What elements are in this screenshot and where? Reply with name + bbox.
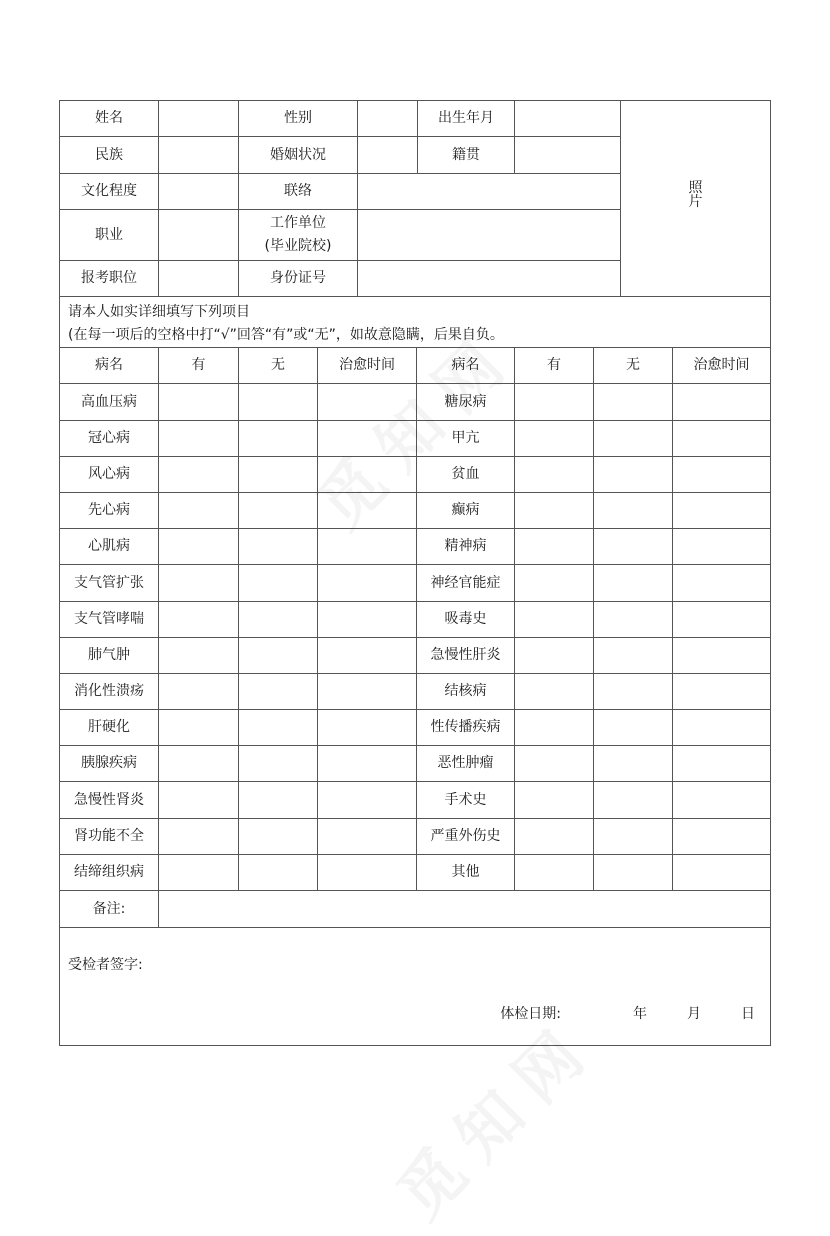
ethnicity-label: 民族: [60, 137, 159, 174]
remarks-label: 备注:: [60, 891, 159, 928]
cure-time-field[interactable]: [318, 855, 417, 891]
disease-left: 冠心病: [60, 421, 159, 457]
cure-time-field[interactable]: [673, 855, 770, 891]
none-checkbox[interactable]: [239, 421, 318, 457]
disease-right: 神经官能症: [417, 565, 515, 602]
none-checkbox[interactable]: [239, 529, 318, 565]
cure-time-field[interactable]: [318, 493, 417, 529]
disease-right: 其他: [417, 855, 515, 891]
disease-left: 肺气肿: [60, 638, 159, 674]
instructions: [60, 297, 770, 348]
has-checkbox[interactable]: [515, 457, 594, 493]
cure-time-field[interactable]: [318, 457, 417, 493]
ethnicity-field[interactable]: [159, 137, 239, 174]
cure-time-field[interactable]: [318, 819, 417, 855]
name-label: 姓名: [60, 101, 159, 137]
gender-label: 性别: [239, 101, 358, 137]
has-checkbox[interactable]: [515, 638, 594, 674]
occupation-label: 职业: [60, 210, 159, 261]
none-checkbox[interactable]: [594, 457, 673, 493]
occupation-field[interactable]: [159, 210, 239, 261]
cure-time-field[interactable]: [673, 710, 770, 746]
disease-right: 精神病: [417, 529, 515, 565]
medical-form: [59, 100, 771, 1046]
workplace-field[interactable]: [358, 210, 621, 261]
disease-left: 支气管扩张: [60, 565, 159, 602]
disease-right: 吸毒史: [417, 602, 515, 638]
header-none: 无: [239, 348, 318, 384]
none-checkbox[interactable]: [239, 819, 318, 855]
has-checkbox[interactable]: [159, 529, 239, 565]
disease-left: 先心病: [60, 493, 159, 529]
has-checkbox[interactable]: [515, 746, 594, 782]
none-checkbox[interactable]: [239, 782, 318, 819]
disease-right: 贫血: [417, 457, 515, 493]
disease-left: 胰腺疾病: [60, 746, 159, 782]
position-field[interactable]: [159, 261, 239, 297]
disease-left: 风心病: [60, 457, 159, 493]
cure-time-field[interactable]: [673, 529, 770, 565]
month-label: 月: [687, 1006, 701, 1022]
cure-time-field[interactable]: [318, 674, 417, 710]
day-label: 日: [741, 1006, 755, 1022]
contact-label: 联络: [239, 174, 358, 210]
has-checkbox[interactable]: [515, 674, 594, 710]
has-checkbox[interactable]: [515, 493, 594, 529]
disease-right: 癫病: [417, 493, 515, 529]
none-checkbox[interactable]: [594, 493, 673, 529]
has-checkbox[interactable]: [515, 384, 594, 421]
cure-time-field[interactable]: [673, 746, 770, 782]
none-checkbox[interactable]: [239, 565, 318, 602]
none-checkbox[interactable]: [239, 746, 318, 782]
disease-right: 急慢性肝炎: [417, 638, 515, 674]
cure-time-field[interactable]: [318, 602, 417, 638]
disease-left: 急慢性肾炎: [60, 782, 159, 819]
has-checkbox[interactable]: [159, 638, 239, 674]
none-checkbox[interactable]: [239, 638, 318, 674]
cure-time-field[interactable]: [673, 782, 770, 819]
has-checkbox[interactable]: [159, 384, 239, 421]
has-checkbox[interactable]: [159, 855, 239, 891]
signer-label: 受检者签字:: [68, 957, 143, 973]
none-checkbox[interactable]: [594, 855, 673, 891]
header-disease-name: 病名: [60, 348, 159, 384]
none-checkbox[interactable]: [594, 638, 673, 674]
has-checkbox[interactable]: [159, 565, 239, 602]
workplace-label: 工作单位 (毕业院校): [239, 210, 358, 261]
birth-field[interactable]: [515, 101, 621, 137]
disease-right: 糖尿病: [417, 384, 515, 421]
none-checkbox[interactable]: [239, 493, 318, 529]
disease-right: 严重外伤史: [417, 819, 515, 855]
cure-time-field[interactable]: [673, 674, 770, 710]
photo-box[interactable]: [621, 101, 770, 297]
disease-right: 结核病: [417, 674, 515, 710]
cure-time-field[interactable]: [318, 565, 417, 602]
has-checkbox[interactable]: [515, 819, 594, 855]
disease-left: 支气管哮喘: [60, 602, 159, 638]
disease-left: 消化性溃疡: [60, 674, 159, 710]
cure-time-field[interactable]: [318, 384, 417, 421]
none-checkbox[interactable]: [594, 819, 673, 855]
has-checkbox[interactable]: [515, 602, 594, 638]
cure-time-field[interactable]: [673, 421, 770, 457]
id-label: 身份证号: [239, 261, 358, 297]
none-checkbox[interactable]: [594, 602, 673, 638]
exam-date: [500, 1003, 755, 1023]
has-checkbox[interactable]: [515, 565, 594, 602]
has-checkbox[interactable]: [159, 746, 239, 782]
header-has: 有: [515, 348, 594, 384]
cure-time-field[interactable]: [673, 457, 770, 493]
none-checkbox[interactable]: [239, 855, 318, 891]
signature-section: [60, 928, 770, 1045]
id-field[interactable]: [358, 261, 621, 297]
cure-time-field[interactable]: [318, 421, 417, 457]
year-label: 年: [633, 1006, 647, 1022]
cure-time-field[interactable]: [673, 602, 770, 638]
marital-label: 婚姻状况: [239, 137, 358, 174]
native-label: 籍贯: [418, 137, 515, 174]
marital-field[interactable]: [358, 137, 418, 174]
has-checkbox[interactable]: [159, 493, 239, 529]
header-cure-time: 治愈时间: [673, 348, 770, 384]
disease-left: 高血压病: [60, 384, 159, 421]
disease-right: 恶性肿瘤: [417, 746, 515, 782]
disease-right: 甲亢: [417, 421, 515, 457]
cure-time-field[interactable]: [673, 384, 770, 421]
has-checkbox[interactable]: [159, 782, 239, 819]
cure-time-field[interactable]: [673, 638, 770, 674]
instructions-line-2: (在每一项后的空格中打“√”回答“有”或“无”，如故意隐瞒，后果自负。: [68, 327, 504, 343]
none-checkbox[interactable]: [594, 565, 673, 602]
disease-left: 肾功能不全: [60, 819, 159, 855]
disease-left: 心肌病: [60, 529, 159, 565]
cure-time-field[interactable]: [318, 638, 417, 674]
none-checkbox[interactable]: [594, 710, 673, 746]
name-field[interactable]: [159, 101, 239, 137]
none-checkbox[interactable]: [239, 384, 318, 421]
has-checkbox[interactable]: [159, 421, 239, 457]
education-label: 文化程度: [60, 174, 159, 210]
cure-time-field[interactable]: [673, 565, 770, 602]
header-cure-time: 治愈时间: [318, 348, 417, 384]
cure-time-field[interactable]: [318, 710, 417, 746]
cure-time-field[interactable]: [318, 782, 417, 819]
position-label: 报考职位: [60, 261, 159, 297]
header-has: 有: [159, 348, 239, 384]
none-checkbox[interactable]: [239, 710, 318, 746]
has-checkbox[interactable]: [515, 710, 594, 746]
has-checkbox[interactable]: [159, 710, 239, 746]
none-checkbox[interactable]: [239, 674, 318, 710]
photo-label: 照 片: [688, 179, 703, 210]
none-checkbox[interactable]: [239, 457, 318, 493]
none-checkbox[interactable]: [594, 674, 673, 710]
cure-time-field[interactable]: [318, 746, 417, 782]
disease-left: 肝硬化: [60, 710, 159, 746]
remarks-field[interactable]: [159, 891, 770, 928]
native-field[interactable]: [515, 137, 621, 174]
education-field[interactable]: [159, 174, 239, 210]
has-checkbox[interactable]: [159, 819, 239, 855]
has-checkbox[interactable]: [515, 782, 594, 819]
cure-time-field[interactable]: [318, 529, 417, 565]
has-checkbox[interactable]: [515, 529, 594, 565]
cure-time-field[interactable]: [673, 493, 770, 529]
header-disease-name: 病名: [417, 348, 515, 384]
has-checkbox[interactable]: [159, 674, 239, 710]
none-checkbox[interactable]: [239, 602, 318, 638]
has-checkbox[interactable]: [515, 855, 594, 891]
has-checkbox[interactable]: [159, 457, 239, 493]
disease-left: 结缔组织病: [60, 855, 159, 891]
none-checkbox[interactable]: [594, 384, 673, 421]
gender-field[interactable]: [358, 101, 418, 137]
exam-date-label: 体检日期:: [500, 1006, 561, 1022]
has-checkbox[interactable]: [159, 602, 239, 638]
none-checkbox[interactable]: [594, 529, 673, 565]
none-checkbox[interactable]: [594, 421, 673, 457]
none-checkbox[interactable]: [594, 746, 673, 782]
disease-right: 性传播疾病: [417, 710, 515, 746]
disease-table: [60, 348, 770, 891]
contact-field[interactable]: [358, 174, 621, 210]
disease-right: 手术史: [417, 782, 515, 819]
none-checkbox[interactable]: [594, 782, 673, 819]
instructions-line-1: 请本人如实详细填写下列项目: [68, 304, 250, 320]
cure-time-field[interactable]: [673, 819, 770, 855]
has-checkbox[interactable]: [515, 421, 594, 457]
birth-label: 出生年月: [418, 101, 515, 137]
header-none: 无: [594, 348, 673, 384]
